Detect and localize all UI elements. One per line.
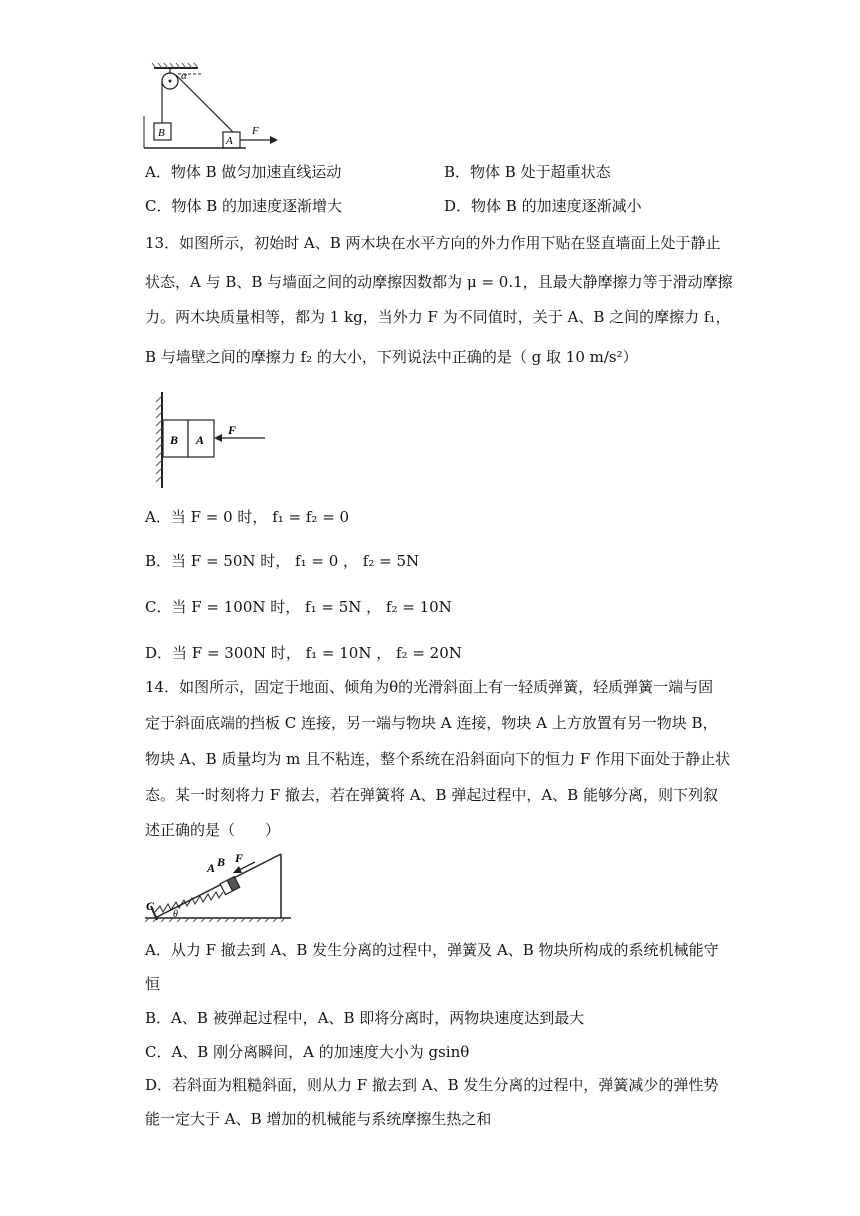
q13-figure	[150, 390, 275, 490]
q14-option-d-line-2: 能一定大于 A、B 增加的机械能与系统摩擦生热之和	[145, 1110, 492, 1128]
q13-stem-line-2: 状态，A 与 B、B 与墙面之间的动摩擦因数都为 μ = 0.1，且最大静摩擦力等于滑动摩擦	[145, 273, 733, 291]
force-f-label: F	[252, 125, 259, 137]
q14-stem-line-5: 述正确的是（ ）	[145, 821, 281, 839]
block-b-label: B	[170, 433, 179, 447]
block-b-label: B	[158, 127, 165, 139]
block-b-label: B	[217, 855, 226, 869]
q13-stem-line-1: 13．如图所示，初始时 A、B 两木块在水平方向的外力作用下贴在竖直墙面上处于静止	[145, 234, 721, 252]
block-a-label: A	[196, 433, 205, 447]
q14-figure	[143, 848, 293, 922]
q12-option-b[interactable]: B．物体 B 处于超重状态	[444, 163, 611, 181]
q14-option-d-line-1[interactable]: D．若斜面为粗糙斜面，则从力 F 撤去到 A、B 发生分离的过程中，弹簧减少的弹性势	[145, 1076, 719, 1094]
q14-option-a-line-2: 恒	[145, 975, 161, 993]
q14-stem-line-3: 物块 A、B 质量均为 m 且不粘连，整个系统在沿斜面向下的恒力 F 作用下面处于静止状	[145, 750, 731, 768]
q12-option-a[interactable]: A．物体 B 做匀加速直线运动	[145, 163, 342, 181]
q14-stem-line-4: 态。某一时刻将力 F 撤去，若在弹簧将 A、B 弹起过程中，A、B 能够分离，则下列叙	[145, 786, 718, 804]
q13-option-a[interactable]: A．当 F = 0 时， f₁ = f₂ = 0	[145, 508, 350, 526]
q14-stem-line-2: 定于斜面底端的挡板 C 连接，另一端与物块 A 连接，物块 A 上方放置有另一物块 B，	[145, 714, 718, 732]
q12-option-d[interactable]: D．物体 B 的加速度逐渐减小	[444, 197, 642, 215]
q13-stem-line-3: 力。两木块质量相等，都为 1 kg，当外力 F 为不同值时，关于 A、B 之间的摩擦力 f₁，	[145, 308, 731, 326]
block-a-label: A	[226, 135, 233, 147]
stopper-c-label: C	[146, 899, 155, 913]
q14-option-b[interactable]: B．A、B 被弹起过程中，A、B 即将分离时，两物块速度达到最大	[145, 1009, 585, 1027]
q13-stem-line-4: B 与墙壁之间的摩擦力 f₂ 的大小，下列说法中正确的是（ g 取 10 m/s²）	[145, 348, 638, 366]
angle-theta-label: θ	[173, 909, 178, 920]
q14-stem-line-1: 14．如图所示，固定于地面、倾角为θ的光滑斜面上有一轻质弹簧，轻质弹簧一端与固	[145, 678, 714, 696]
q13-option-b[interactable]: B．当 F = 50N 时， f₁ = 0 ， f₂ = 5N	[145, 552, 420, 570]
force-f-label: F	[235, 851, 244, 865]
spring	[155, 892, 223, 912]
q14-option-a-line-1[interactable]: A．从力 F 撤去到 A、B 发生分离的过程中，弹簧及 A、B 物块所构成的系统机械能守	[145, 941, 719, 959]
q12-option-c[interactable]: C．物体 B 的加速度逐渐增大	[145, 197, 343, 215]
force-f-label: F	[228, 423, 237, 437]
q14-option-c[interactable]: C．A、B 刚分离瞬间，A 的加速度大小为 gsinθ	[145, 1043, 470, 1061]
q13-option-d[interactable]: D．当 F = 300N 时， f₁ = 10N ， f₂ = 20N	[145, 644, 462, 662]
angle-alpha-label: α	[181, 70, 187, 82]
q13-option-c[interactable]: C．当 F = 100N 时， f₁ = 5N ， f₂ = 10N	[145, 598, 452, 616]
block-a-label: A	[207, 861, 216, 875]
q12-figure	[140, 62, 300, 150]
